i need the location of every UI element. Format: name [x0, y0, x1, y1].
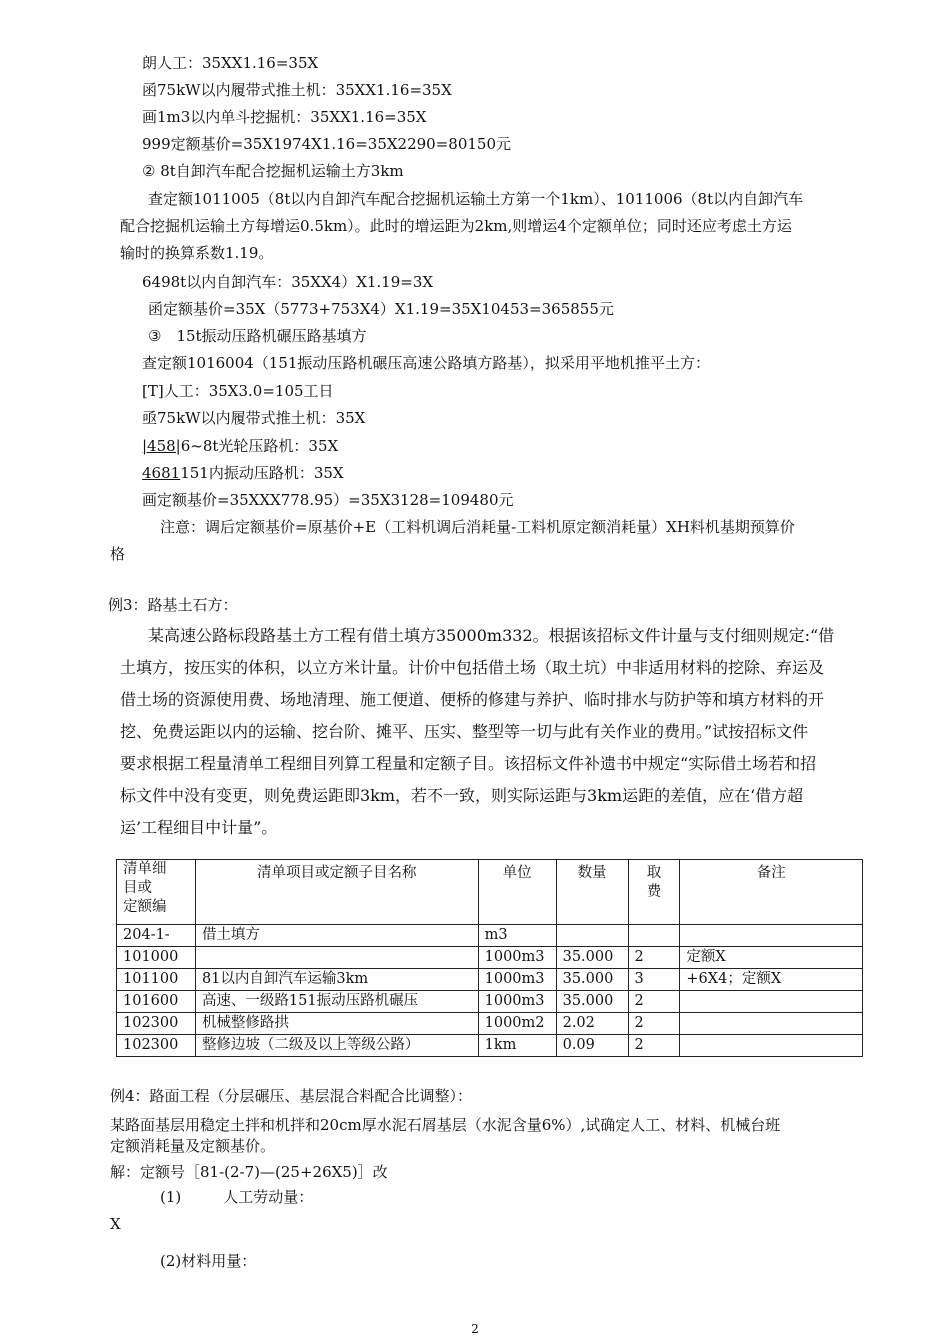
- table-cell: 1000m2: [478, 1013, 556, 1035]
- calc-line: [T]人工：35X3.0=105工日: [142, 382, 334, 400]
- paragraph-line: 要求根据工程量清单工程细目列算工程量和定额子目。该招标文件补遗书中规定“实际借土场若和招: [120, 754, 817, 773]
- numbered-item: (2)材料用量：: [160, 1252, 257, 1270]
- paragraph-line: 定额消耗量及定额基价。: [110, 1137, 276, 1155]
- calc-line: 亟75kW以内履带式推土机：35X: [142, 409, 366, 427]
- table-cell: 101600: [117, 991, 196, 1013]
- item-text: 人工劳动量：: [223, 1188, 314, 1206]
- table-cell: [680, 925, 863, 947]
- table-cell: 35.000: [556, 991, 628, 1013]
- calc-line: 999定额基价=35X1974X1.16=35X2290=80150元: [142, 135, 512, 153]
- section-heading: ② 8t自卸汽车配合挖掘机运输土方3km: [142, 162, 404, 180]
- header-cell: [117, 860, 196, 925]
- solution-line: 解：定额号［81-(2-7)—(25+26X5)］改: [110, 1163, 388, 1181]
- paragraph-line: 土填方，按压实的体积，以立方米计量。计价中包括借土场（取土坑）中非适用材料的挖除、弃运及: [120, 658, 825, 677]
- paragraph-line: 配合挖掘机运输土方每增运0.5km）。此时的增运距为2km,则增运4个定额单位；同时还应考虑土方运: [120, 217, 792, 235]
- example-title: 例3：路基土石方：: [108, 596, 238, 614]
- note-line: 格: [110, 545, 126, 563]
- paragraph-line: 查定额1011005（8t以内自卸汽车配合挖掘机运输土方第一个1km）、1011006（8t以内自卸汽车: [148, 190, 804, 208]
- page-number: 2: [471, 1322, 479, 1336]
- table-row: [117, 1013, 863, 1035]
- table-cell: 1000m3: [478, 991, 556, 1013]
- table-cell: 35.000: [556, 969, 628, 991]
- table-cell: 102300: [117, 1035, 196, 1057]
- paragraph-line: 借土场的资源使用费、场地清理、施工便道、便桥的修建与养护、临时排水与防护等和填方材料的开: [120, 690, 825, 709]
- table-cell: [195, 947, 478, 969]
- header-line: 定额编: [123, 899, 167, 915]
- table-cell: 1000m3: [478, 947, 556, 969]
- calc-line: [142, 463, 344, 483]
- header-line: 取: [646, 865, 662, 881]
- example-title: 例4：路面工程（分层碾压、基层混合料配合比调整）：: [110, 1087, 473, 1105]
- paragraph-line: 运’工程细目中计量”。: [120, 818, 278, 837]
- table-cell: 2: [628, 991, 680, 1013]
- table-row: [117, 991, 863, 1013]
- section-heading: ③ 15t振动压路机碾压路基填方: [148, 327, 367, 345]
- table-cell: [680, 1035, 863, 1057]
- table-cell: [680, 1013, 863, 1035]
- header-cell: 单位: [478, 860, 556, 925]
- calc-line: [142, 436, 338, 456]
- table-cell: 3: [628, 969, 680, 991]
- table-cell: 2: [628, 947, 680, 969]
- table-cell: 借土填方: [195, 925, 478, 947]
- paragraph-line: 输时的换算系数1.19。: [120, 244, 274, 262]
- table-row: [117, 1035, 863, 1057]
- table-cell: 101000: [117, 947, 196, 969]
- table-cell: 102300: [117, 1013, 196, 1035]
- table-cell: 2.02: [556, 1013, 628, 1035]
- table-cell: 机械整修路拱: [195, 1013, 478, 1035]
- paragraph-line: 某高速公路标段路基土方工程有借土填方35000m332。根据该招标文件计量与支付细则规定:“借: [148, 626, 835, 645]
- paragraph-line: 标文件中没有变更，则免费运距即3km，若不一致，则实际运距与3km运距的差值，应在‘借方超: [120, 786, 804, 805]
- header-cell: 备注: [680, 860, 863, 925]
- table-row: [117, 925, 863, 947]
- table-cell: 2: [628, 1013, 680, 1035]
- paragraph-line: 挖、免费运距以内的运输、挖台阶、摊平、压实、整型等一切与此有关作业的费用。”试按招标文件: [120, 722, 809, 741]
- item-number: (1): [160, 1188, 182, 1206]
- table-cell: 0.09: [556, 1035, 628, 1057]
- table-cell: 1km: [478, 1035, 556, 1057]
- table-cell: 204-1-: [117, 925, 196, 947]
- table-cell: 81以内自卸汽车运输3km: [195, 969, 478, 991]
- header-line: 目或: [123, 880, 152, 896]
- table-cell: 1000m3: [478, 969, 556, 991]
- code-ref: |458|: [142, 437, 181, 455]
- table-cell: [680, 991, 863, 1013]
- table-cell: 整修边坡（二级及以上等级公路）: [195, 1035, 478, 1057]
- table-row: [117, 969, 863, 991]
- calc-line: 函75kW以内履带式推土机：35XX1.16=35X: [142, 81, 452, 99]
- table-cell: 高速、一级路151振动压路机碾压: [195, 991, 478, 1013]
- quantity-table: [116, 859, 863, 1057]
- table-cell: [556, 925, 628, 947]
- table-cell: [628, 925, 680, 947]
- header-cell: 数量: [556, 860, 628, 925]
- header-line: 清单细: [123, 861, 167, 877]
- paragraph-line: 查定额1016004（151振动压路机碾压高速公路填方路基），拟采用平地机推平土方：: [142, 354, 710, 372]
- calc-text: 151内振动压路机：35X: [180, 464, 344, 482]
- table-cell: +6X4；定额X: [680, 969, 863, 991]
- calc-line: 朗人工：35XX1.16=35X: [142, 54, 319, 72]
- table-cell: 35.000: [556, 947, 628, 969]
- calc-line: 画定额基价=35XXX778.95）=35X3128=109480元: [142, 491, 514, 509]
- paragraph-line: 某路面基层用稳定土拌和机拌和20cm厚水泥石屑基层（水泥含量6%）,试确定人工、材料、机械台班: [110, 1116, 781, 1134]
- table-header-row: [117, 860, 863, 925]
- table-cell: 101100: [117, 969, 196, 991]
- calc-text: 6~8t光轮压路机：35X: [180, 437, 339, 455]
- header-cell: [628, 860, 680, 925]
- header-line: 费: [646, 884, 662, 900]
- calc-line: X: [110, 1215, 121, 1233]
- calc-line: 6498t以内自卸汽车：35XX4）X1.19=3X: [142, 273, 434, 291]
- table-row: [117, 947, 863, 969]
- calc-line: 画1m3以内单斗挖掘机：35XX1.16=35X: [142, 108, 427, 126]
- calc-line: 函定额基价=35X（5773+753X4）X1.19=35X10453=365855元: [148, 300, 614, 318]
- table-cell: 2: [628, 1035, 680, 1057]
- numbered-item: [160, 1187, 313, 1207]
- table-cell: m3: [478, 925, 556, 947]
- note-line: 注意：调后定额基价=原基价+E（工料机调后消耗量-工料机原定额消耗量）XH料机基期预算价: [160, 518, 795, 536]
- code-ref: 4681: [142, 464, 181, 482]
- header-cell: 清单项目或定额子目名称: [195, 860, 478, 925]
- table-cell: 定额X: [680, 947, 863, 969]
